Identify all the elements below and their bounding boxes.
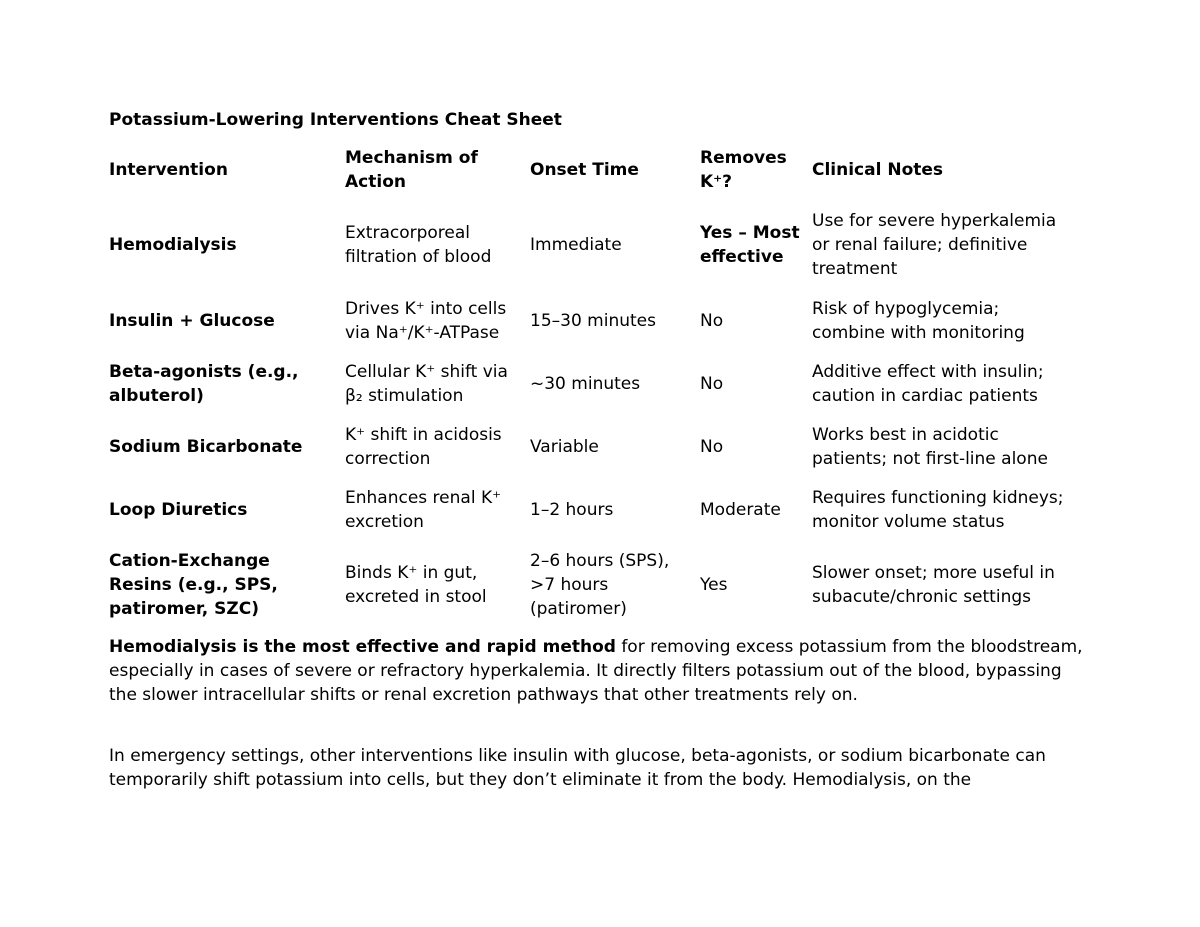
summary-paragraph [109,635,1089,707]
header-intervention: Intervention [109,160,228,180]
cell-intervention: Sodium Bicarbonate [109,437,303,457]
cell-removes: Yes [700,575,728,595]
cell-mechanism: Cellular K⁺ shift via β₂ stimulation [345,362,508,406]
emergency-paragraph: In emergency settings, other interventions like insulin with glucose, beta-agonists, or sodium bicarbonate can temporarily shift potassium into cells, but they don’t eliminate it from the body. Hemodialysis, on the [109,746,1046,790]
cell-removes: No [700,311,724,331]
cell-intervention: Loop Diuretics [109,500,248,520]
cell-mechanism: K⁺ shift in acidosis correction [345,425,502,469]
interventions-table [104,142,1094,626]
cell-removes: No [700,437,724,457]
table-row [104,292,1094,350]
cell-notes: Slower onset; more useful in subacute/chronic settings [812,563,1055,607]
cell-removes: Moderate [700,500,781,520]
cell-notes: Use for severe hyperkalemia or renal failure; definitive treatment [812,211,1057,279]
header-mechanism: Mechanism of Action [345,148,478,192]
cell-onset: 2–6 hours (SPS), >7 hours (patiromer) [530,551,670,619]
table-row [104,198,1094,292]
cell-notes: Works best in acidotic patients; not first-line alone [812,425,1048,469]
cell-intervention: Hemodialysis [109,235,237,255]
cell-removes: No [700,374,724,394]
cell-notes: Requires functioning kidneys; monitor volume status [812,488,1064,532]
cell-mechanism: Extracorporeal filtration of blood [345,223,492,267]
cell-intervention: Insulin + Glucose [109,311,275,331]
cell-intervention: Beta-agonists (e.g., albuterol) [109,362,299,406]
header-removes: Removes K⁺? [700,148,787,192]
summary-rest: for removing excess potassium from the bloodstream, especially in cases of severe or refractory hyperkalemia. It directly filters potassium out of the blood, bypassing the slower intracellular shifts or renal excretion pathways that other treatments rely on. [109,637,1083,705]
cell-intervention: Cation-Exchange Resins (e.g., SPS, patiromer, SZC) [109,551,278,619]
table-row [104,350,1094,418]
header-notes: Clinical Notes [812,160,944,180]
cell-onset: ~30 minutes [530,374,641,394]
cell-onset: 1–2 hours [530,500,614,520]
cell-mechanism: Binds K⁺ in gut, excreted in stool [345,563,487,607]
table-row [104,418,1094,476]
cell-mechanism: Enhances renal K⁺ excretion [345,488,502,532]
table-header-row [104,142,1094,198]
table-row [104,544,1094,626]
cell-notes: Risk of hypoglycemia; combine with monitoring [812,299,1025,343]
table-row [104,476,1094,544]
cell-removes: Yes – Most effective [700,223,800,267]
cell-notes: Additive effect with insulin; caution in cardiac patients [812,362,1044,406]
cell-onset: 15–30 minutes [530,311,656,331]
document-title: Potassium-Lowering Interventions Cheat Sheet [109,110,562,130]
header-onset: Onset Time [530,160,639,180]
cell-onset: Immediate [530,235,622,255]
cell-onset: Variable [530,437,599,457]
cell-mechanism: Drives K⁺ into cells via Na⁺/K⁺-ATPase [345,299,507,343]
summary-bold-lead: Hemodialysis is the most effective and rapid method [109,637,616,657]
